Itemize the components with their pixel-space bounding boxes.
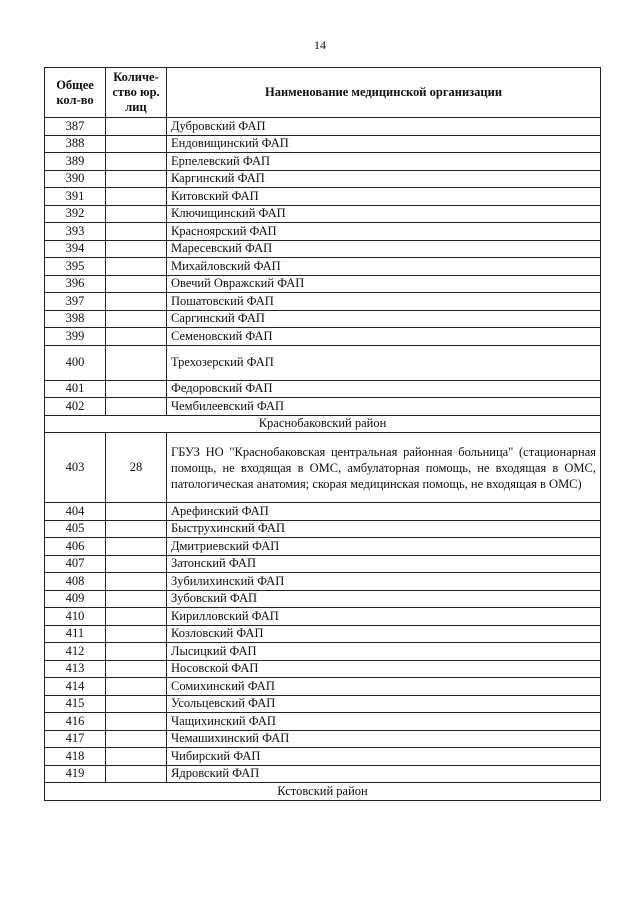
- organization-name: Ядровский ФАП: [167, 765, 601, 783]
- row-number: 411: [45, 625, 106, 643]
- legal-entity-count: [106, 538, 167, 556]
- organization-name: Носовской ФАП: [167, 660, 601, 678]
- row-number: 402: [45, 398, 106, 416]
- table-body-krasnobakovsky-faps: [45, 503, 601, 783]
- table-row: [45, 765, 601, 783]
- legal-entity-count: [106, 730, 167, 748]
- row-number: 394: [45, 240, 106, 258]
- organization-name: Ендовищинский ФАП: [167, 135, 601, 153]
- organization-name: Лысицкий ФАП: [167, 643, 601, 661]
- table-row: [45, 170, 601, 188]
- table-row: [45, 643, 601, 661]
- organization-name: Чемашихинский ФАП: [167, 730, 601, 748]
- table-row: [45, 398, 601, 416]
- row-number: 401: [45, 380, 106, 398]
- row-number: 407: [45, 555, 106, 573]
- legal-entity-count: [106, 503, 167, 521]
- row-number: 393: [45, 223, 106, 241]
- organizations-table: [44, 67, 601, 801]
- table-row: [45, 153, 601, 171]
- legal-entity-count: [106, 135, 167, 153]
- table-row: [45, 433, 601, 503]
- organization-name: Быструхинский ФАП: [167, 520, 601, 538]
- table-row: [45, 240, 601, 258]
- header-total-count: Общее кол-во: [45, 68, 106, 118]
- row-number: 406: [45, 538, 106, 556]
- header-organization-name: Наименование медицинской организации: [167, 68, 601, 118]
- table-body-krasnobakovsky: [45, 415, 601, 503]
- organization-name: Дубровский ФАП: [167, 118, 601, 136]
- row-number: 390: [45, 170, 106, 188]
- row-number: 405: [45, 520, 106, 538]
- row-number: 392: [45, 205, 106, 223]
- legal-entity-count: [106, 625, 167, 643]
- organization-name: Чащихинский ФАП: [167, 713, 601, 731]
- organization-name: Зубовский ФАП: [167, 590, 601, 608]
- row-number: 388: [45, 135, 106, 153]
- legal-entity-count: [106, 205, 167, 223]
- table-row: [45, 590, 601, 608]
- organization-name: Затонский ФАП: [167, 555, 601, 573]
- organization-name: Усольцевский ФАП: [167, 695, 601, 713]
- row-number: 415: [45, 695, 106, 713]
- row-number: 396: [45, 275, 106, 293]
- row-number: 410: [45, 608, 106, 626]
- organization-name: Кирилловский ФАП: [167, 608, 601, 626]
- table-row: [45, 345, 601, 380]
- organization-name: Трехозерский ФАП: [167, 345, 601, 380]
- table-row: [45, 573, 601, 591]
- organization-name: Каргинский ФАП: [167, 170, 601, 188]
- table-row: [45, 275, 601, 293]
- row-number: 398: [45, 310, 106, 328]
- organization-name: Зубилихинский ФАП: [167, 573, 601, 591]
- row-number: 395: [45, 258, 106, 276]
- legal-entity-count: [106, 223, 167, 241]
- table-row: [45, 328, 601, 346]
- section-row: [45, 415, 601, 433]
- legal-entity-count: [106, 310, 167, 328]
- row-number: 416: [45, 713, 106, 731]
- legal-entity-count: [106, 153, 167, 171]
- organization-name: Федоровский ФАП: [167, 380, 601, 398]
- organization-name: Саргинский ФАП: [167, 310, 601, 328]
- legal-entity-count: [106, 590, 167, 608]
- table-row: [45, 713, 601, 731]
- legal-entity-count: [106, 520, 167, 538]
- organization-name: Михайловский ФАП: [167, 258, 601, 276]
- organization-name: Ключищинский ФАП: [167, 205, 601, 223]
- table-row: [45, 520, 601, 538]
- organization-name: Чибирский ФАП: [167, 748, 601, 766]
- table-row: [45, 730, 601, 748]
- table-row: [45, 608, 601, 626]
- row-number: 399: [45, 328, 106, 346]
- table-row: [45, 555, 601, 573]
- row-number: 417: [45, 730, 106, 748]
- row-number: 387: [45, 118, 106, 136]
- row-number: 397: [45, 293, 106, 311]
- section-row: [45, 783, 601, 801]
- table-row: [45, 188, 601, 206]
- table-body-kstovsky: [45, 783, 601, 801]
- row-number: 412: [45, 643, 106, 661]
- table-row: [45, 258, 601, 276]
- organization-name: Ерпелевский ФАП: [167, 153, 601, 171]
- legal-entity-count: [106, 748, 167, 766]
- legal-entity-count: [106, 608, 167, 626]
- organization-name: Чембилеевский ФАП: [167, 398, 601, 416]
- legal-entity-count: [106, 293, 167, 311]
- section-title-krasnobakovsky: Краснобаковский район: [45, 415, 601, 433]
- table-row: [45, 380, 601, 398]
- row-number: 418: [45, 748, 106, 766]
- row-number: 408: [45, 573, 106, 591]
- table-row: [45, 310, 601, 328]
- table-row: [45, 205, 601, 223]
- table-row: [45, 538, 601, 556]
- organization-name: Маресевский ФАП: [167, 240, 601, 258]
- table-row: [45, 118, 601, 136]
- legal-entity-count: [106, 678, 167, 696]
- table-row: [45, 678, 601, 696]
- table-header: [45, 68, 601, 118]
- page-number: 14: [314, 38, 326, 52]
- organization-name: Козловский ФАП: [167, 625, 601, 643]
- organization-name: Овечий Овражский ФАП: [167, 275, 601, 293]
- legal-entity-count: [106, 240, 167, 258]
- row-number: 413: [45, 660, 106, 678]
- legal-entity-count: [106, 170, 167, 188]
- legal-entity-count: [106, 573, 167, 591]
- table-row: [45, 223, 601, 241]
- legal-entity-count: [106, 258, 167, 276]
- table-row: [45, 660, 601, 678]
- legal-entity-count: [106, 555, 167, 573]
- organization-name: Красноярский ФАП: [167, 223, 601, 241]
- organization-name: Сомихинский ФАП: [167, 678, 601, 696]
- organization-name: Китовский ФАП: [167, 188, 601, 206]
- table-row: [45, 748, 601, 766]
- row-number: 419: [45, 765, 106, 783]
- section-title-kstovsky: Кстовский район: [45, 783, 601, 801]
- legal-entity-count: [106, 118, 167, 136]
- legal-entity-count: 28: [106, 433, 167, 503]
- table-row: [45, 625, 601, 643]
- organization-name: Дмитриевский ФАП: [167, 538, 601, 556]
- table-row: [45, 135, 601, 153]
- table-row: [45, 293, 601, 311]
- organization-name: Пошатовский ФАП: [167, 293, 601, 311]
- table-row: [45, 695, 601, 713]
- row-number: 389: [45, 153, 106, 171]
- legal-entity-count: [106, 643, 167, 661]
- legal-entity-count: [106, 328, 167, 346]
- table-body-nizhny-section: [45, 118, 601, 416]
- row-number: 400: [45, 345, 106, 380]
- organization-name: ГБУЗ НО "Краснобаковская центральная районная больница" (стационарная помощь, не входящая в ОМС, амбулаторная помощь, не входящая в ОМС, патологическая анатомия; скорая медицинская помощь, не входящая в ОМС): [167, 433, 601, 503]
- header-legal-entities: Количе-ство юр. лиц: [106, 68, 167, 118]
- legal-entity-count: [106, 275, 167, 293]
- legal-entity-count: [106, 695, 167, 713]
- organization-name: Арефинский ФАП: [167, 503, 601, 521]
- legal-entity-count: [106, 660, 167, 678]
- legal-entity-count: [106, 188, 167, 206]
- row-number: 391: [45, 188, 106, 206]
- table-row: [45, 503, 601, 521]
- row-number: 403: [45, 433, 106, 503]
- legal-entity-count: [106, 380, 167, 398]
- legal-entity-count: [106, 765, 167, 783]
- row-number: 414: [45, 678, 106, 696]
- legal-entity-count: [106, 713, 167, 731]
- organization-name: Семеновский ФАП: [167, 328, 601, 346]
- row-number: 404: [45, 503, 106, 521]
- legal-entity-count: [106, 345, 167, 380]
- row-number: 409: [45, 590, 106, 608]
- legal-entity-count: [106, 398, 167, 416]
